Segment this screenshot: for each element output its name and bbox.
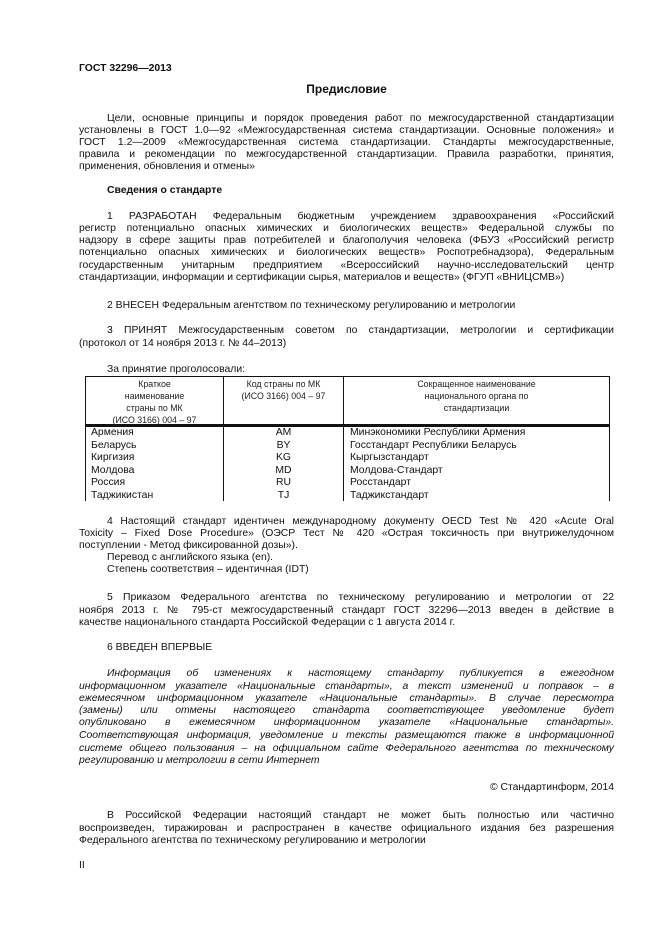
table-header-country [86, 378, 223, 426]
text-line: применения, обновления и отмены» [79, 161, 255, 172]
document-header: ГОСТ 32296—2013 [79, 63, 172, 74]
text-line: 5 Приказом Федерального агентства по техническому регулированию и метрологии от 22 [107, 592, 614, 603]
text-line: ГОСТ 1.2—2009 «Межгосударственная система стандартизации. Стандарты межгосударственные, [79, 137, 614, 148]
text-line: Федерального агентства по техническому регулированию и метрологии [79, 835, 426, 846]
text-line: стандартизации, информации и сертификации сырья, материалов и веществ» (ФГУП «ВНИЦСМВ») [79, 272, 565, 283]
vote-label: За принятие проголосовали: [107, 364, 246, 375]
header-line: Сокращенное наименование [417, 379, 536, 389]
table-header-code [224, 378, 343, 402]
text-line: ежемесячном информационном указателе «Национальные стандарты». В случае пересмотра [79, 693, 614, 704]
cell-organ: Минэкономики Республики Армения [350, 427, 526, 438]
cell-code: RU [275, 477, 291, 489]
item-6-paragraph: 6 ВВЕДЕН ВПЕРВЫЕ [107, 642, 213, 653]
text-line: установлены в ГОСТ 1.0—92 «Межгосударственная система стандартизации. Основные положения» и [79, 125, 614, 136]
text-line: опубликовано в ежемесячном информационном указателе «Национальные стандарты». [79, 717, 614, 728]
cell-country: Молдова [91, 464, 135, 476]
header-line: Краткое [138, 379, 171, 389]
cell-code: AM [275, 427, 292, 438]
cell-country: Таджикистан [91, 490, 154, 501]
text-line: Информация об изменениях к настоящему стандарту публикуется в ежегодном [107, 668, 614, 679]
cell-country: Киргизия [91, 452, 135, 464]
text-line: Соответствующая информация, уведомление и тексты размещаются также в информационной [79, 730, 614, 741]
text-line: информационном указателе «Национальные стандарты», а текст изменений и поправок – в [79, 681, 614, 692]
text-line: 3 ПРИНЯТ Межгосударственным советом по стандартизации, метрологии и сертификации [107, 325, 614, 336]
text-line: регулированию и метрологии в сети Интернет [79, 755, 320, 766]
voting-table [85, 376, 610, 501]
text-line: Степень соответствия – идентичная (IDT) [107, 564, 309, 575]
text-line: надзору в сфере защиты прав потребителей и благополучия человека (ФБУЗ «Российский регистр [79, 235, 614, 246]
text-line: Цели, основные принципы и порядок проведения работ по межгосударственной стандартизации [107, 113, 614, 124]
cell-country: Беларусь [91, 439, 137, 451]
text-line: (замены) или отмены настоящего стандарта соответствующее уведомление будет [79, 705, 614, 716]
cell-organ: Кыргызстандарт [350, 452, 429, 464]
header-line: наименование [124, 391, 185, 401]
text-line: государственным унитарным предприятием «Всероссийский научно-исследовательский центр [79, 260, 614, 271]
text-line: (протокол от 14 ноября 2013 г. № 44–2013) [79, 338, 287, 349]
page-number: II [79, 860, 85, 871]
cell-organ: Таджикстандарт [350, 490, 429, 501]
page-title: Предисловие [306, 82, 387, 96]
text-line: В Российской Федерации настоящий стандарт не может быть полностью или частично [107, 810, 614, 821]
text-line: качестве национального стандарта Российской Федерации с 1 августа 2014 г. [79, 617, 456, 628]
cell-organ: Молдова-Стандарт [350, 464, 443, 476]
header-line: национального органа по [424, 391, 529, 401]
text-line: 1 РАЗРАБОТАН Федеральным бюджетным учреждением здравоохранения «Российский [107, 211, 614, 222]
text-line: ноября 2013 г. № 795-ст межгосударственный стандарт ГОСТ 32296—2013 введен в действие в [79, 605, 614, 616]
copyright: © Стандартинформ, 2014 [489, 782, 614, 793]
cell-country: Россия [91, 477, 126, 489]
header-line: стандартизации [443, 403, 510, 413]
text-line: воспроизведен, тиражирован и распространен в качестве официального издания без разрешения [79, 823, 614, 834]
text-line: 4 Настоящий стандарт идентичен международному документу OECD Test № 420 «Acute Oral [107, 516, 614, 527]
header-line: Код страны по МК [246, 379, 321, 389]
cell-country: Армения [91, 427, 134, 438]
header-line: (ИСО 3166) 004 – 97 [241, 391, 326, 401]
section-heading: Сведения о стандарте [107, 185, 223, 196]
text-line: потенциально опасных химических и биологических веществ» Роспотребнадзора), Федеральным [79, 247, 614, 258]
cell-code: BY [276, 439, 291, 451]
text-line: системе общего пользования – на официальном сайте Федерального агентства по техническому [79, 743, 614, 754]
text-line: Toxicity – Fixed Dose Procedure» (ОЭСР Тест № 420 «Острая токсичность при внутрижелудочном [79, 528, 614, 539]
header-line: страны по МК [126, 403, 183, 413]
text-line: поступлении - Метод фиксированной дозы»). [79, 540, 298, 551]
text-line: Перевод с английского языка (en). [107, 552, 274, 563]
table-header-organ [344, 378, 609, 414]
header-line: (ИСО 3166) 004 – 97 [112, 415, 197, 425]
cell-organ: Росстандарт [350, 477, 411, 489]
cell-code: TJ [277, 490, 290, 501]
cell-organ: Госстандарт Республики Беларусь [350, 439, 517, 451]
cell-code: KG [275, 452, 291, 464]
item-2-paragraph: 2 ВНЕСЕН Федеральным агентством по техническому регулированию и метрологии [107, 300, 516, 311]
text-line: регистр потенциально опасных химических и биологических веществ» Федеральной службы по [79, 223, 614, 234]
cell-code: MD [275, 464, 292, 476]
text-line: правила и рекомендации по межгосударственной стандартизации. Правила разработки, принятия, [79, 149, 614, 160]
